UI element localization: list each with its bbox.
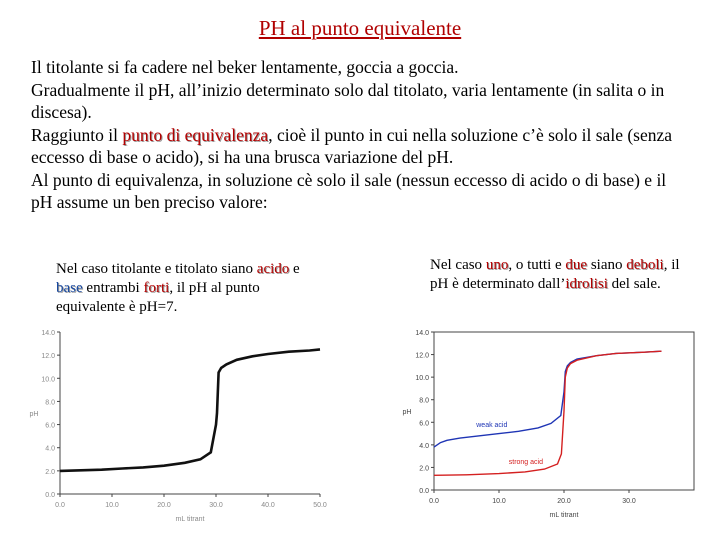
series-label-weak-acid: weak acid xyxy=(476,421,508,429)
y-axis-label: pH xyxy=(29,411,39,418)
series-line-titration xyxy=(60,349,320,471)
x-tick-label: 10.0 xyxy=(492,498,506,505)
paragraph-4: Al punto di equivalenza, in soluzione cè solo il sale (nessun eccesso di acido o di base) e il pH assume un ben preciso valore: xyxy=(31,169,667,212)
y-tick-label: 2.0 xyxy=(45,468,55,476)
highlight-due: due xyxy=(565,257,588,273)
highlight-forti: forti xyxy=(143,280,170,296)
y-tick-label: 6.0 xyxy=(419,420,429,428)
lc-t1: Nel caso titolante e titolato siano xyxy=(56,261,257,277)
x-axis-label: mL titrant xyxy=(175,516,205,523)
rc-t5: del sale. xyxy=(607,276,661,292)
body-text xyxy=(31,56,691,214)
p3-post: , cioè il punto in cui nella soluzione c’è solo il sale (senza eccesso di base o acido), si ha una brusca variazione del pH. xyxy=(31,124,673,167)
x-axis-label: mL titrant xyxy=(549,512,579,519)
y-tick-label: 10.0 xyxy=(41,376,55,384)
paragraph-2: Gradualmente il pH, all’inizio determinato solo dal titolato, varia lentamente (in salita o in discesa). xyxy=(31,79,665,122)
x-tick-label: 0.0 xyxy=(429,498,439,505)
series-line-strong-acid xyxy=(434,351,662,475)
strong-strong-titration-chart xyxy=(28,322,338,532)
paragraph-1: Il titolante si fa cadere nel beker lentamente, goccia a goccia. xyxy=(31,57,459,77)
y-tick-label: 0.0 xyxy=(419,488,429,495)
p3-pre: Raggiunto il xyxy=(31,124,123,145)
rc-t2: , o tutti e xyxy=(508,257,566,273)
y-tick-label: 0.0 xyxy=(45,492,55,499)
x-tick-label: 30.0 xyxy=(209,502,223,509)
y-tick-label: 14.0 xyxy=(415,330,429,337)
highlight-deboli: deboli xyxy=(626,257,664,273)
series-label-strong-acid: strong acid xyxy=(508,459,543,467)
y-tick-label: 8.0 xyxy=(419,397,429,405)
highlight-equivalence-point: punto di equivalenza xyxy=(122,124,269,145)
paragraph-3 xyxy=(31,124,691,169)
rc-t1: Nel caso xyxy=(430,257,486,273)
y-tick-label: 4.0 xyxy=(45,445,55,453)
highlight-uno: uno xyxy=(485,257,509,273)
x-tick-label: 10.0 xyxy=(105,502,119,509)
highlight-acido: acido xyxy=(256,261,290,277)
y-axis-label: pH xyxy=(402,409,412,416)
right-caption xyxy=(430,256,700,294)
slide-title: PH al punto equivalente xyxy=(258,16,462,40)
lc-t3: entrambi xyxy=(82,280,144,296)
x-tick-label: 20.0 xyxy=(157,502,171,509)
y-tick-label: 6.0 xyxy=(45,422,55,430)
y-tick-label: 12.0 xyxy=(41,353,55,361)
x-tick-label: 30.0 xyxy=(622,498,636,505)
x-tick-label: 50.0 xyxy=(313,502,327,509)
y-tick-label: 12.0 xyxy=(415,352,429,360)
y-tick-label: 4.0 xyxy=(419,442,429,450)
rc-t4: , il pH è determinato dall’ xyxy=(430,257,680,292)
lc-t2: e xyxy=(289,261,300,277)
highlight-base: base xyxy=(56,280,83,296)
y-tick-label: 10.0 xyxy=(415,375,429,383)
series-line-weak-acid xyxy=(434,351,662,447)
left-caption xyxy=(56,260,316,317)
y-tick-label: 8.0 xyxy=(45,399,55,407)
y-tick-label: 14.0 xyxy=(41,330,55,337)
y-tick-label: 2.0 xyxy=(419,465,429,473)
rc-t3: siano xyxy=(587,257,627,273)
highlight-idrolisi: idrolisi xyxy=(565,276,608,292)
x-tick-label: 20.0 xyxy=(557,498,571,505)
lc-t4: , il pH al punto equivalente è pH=7. xyxy=(56,280,260,315)
x-tick-label: 40.0 xyxy=(261,502,275,509)
weak-strong-titration-chart xyxy=(396,322,706,532)
x-tick-label: 0.0 xyxy=(55,502,65,509)
